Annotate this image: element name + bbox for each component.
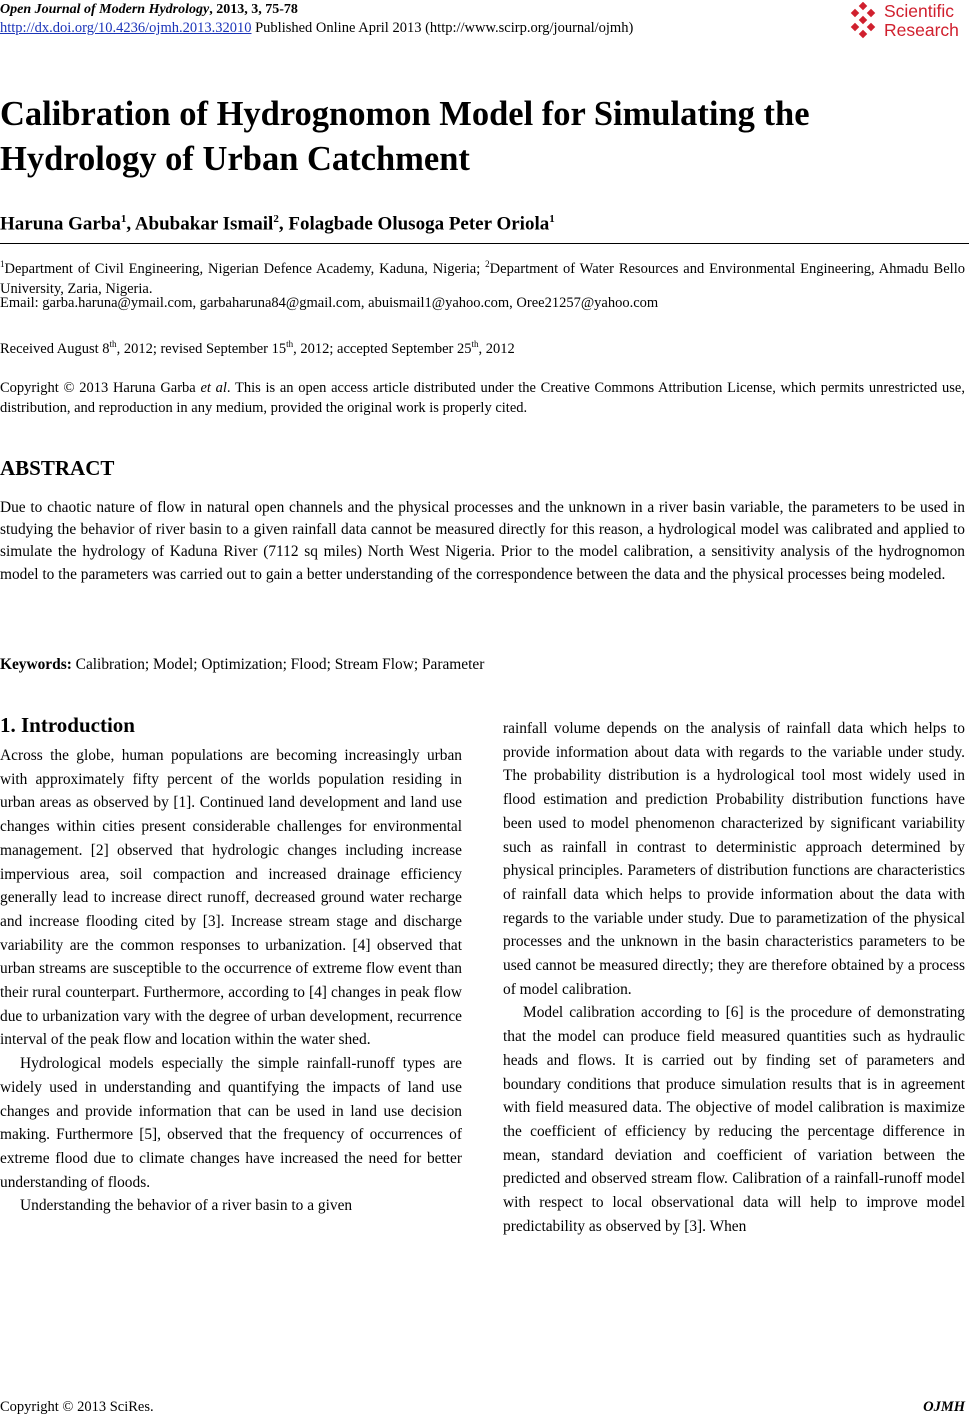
abstract-heading: ABSTRACT: [0, 456, 115, 480]
paragraph: Model calibration according to [6] is the procedure of demonstrating that the model can produce field measured quantities such as hydraulic heads and flows. It is carried out by finding set of parameters and boundary conditions that produce simulation results that is in agreement with field measured data. The objective of model calibration is maximize the coefficient of efficiency by reducing the percentage difference in mean, standard deviation and coefficient of variation between the predicted and observed stream flow. Calibration of a rainfall-runoff model with respect to local observational data will help to improve model predictability as observed by [3]. When: [503, 1004, 965, 1235]
affiliation-mark: 1: [0, 259, 5, 269]
doi-line: [0, 20, 633, 37]
footer-copyright: Copyright © 2013 SciRes.: [0, 1399, 154, 1415]
affiliation-2: Department of Water Resources and Environmental Engineering, Ahmadu Bello University, Zaria, Nigeria.: [0, 260, 965, 297]
author-list: [0, 213, 555, 235]
paragraph: Hydrological models especially the simple rainfall-runoff types are widely used in understanding and quantifying the impacts of land use changes and provide information that can be used in land use decision making. Furthermore [5], observed that the frequency of occurrences of extreme flood due to climate changes have increased the need for better understanding of floods.: [0, 1055, 462, 1191]
journal-volume: , 2013, 3, 75-78: [209, 2, 298, 17]
paragraph: rainfall volume depends on the analysis of rainfall data which helps to provide information about data with regards to the variable under study. The probability distribution is a hydrological tool most widely used in flood estimation and prediction Probability distribution functions have been used to model phenomenon characterized by significant variability such as rainfall in contrast to deterministic approach determined by physical principles. Parameters of distribution functions are characteristics of rainfall data which helps to provide information about the data with regards to the variable under study. Due to parametization of the physical processes and the unknown in the basin characteristics parameters to be used cannot be measured directly; they are therefore obtained by a process of model calibration.: [503, 720, 965, 998]
author-separator: ,: [126, 213, 135, 235]
et-al: et al: [200, 380, 227, 396]
affiliation-1: Department of Civil Engineering, Nigerian Defence Academy, Kaduna, Nigeria;: [4, 260, 486, 277]
author-name: Abubakar Ismail: [134, 213, 274, 235]
license-notice: [0, 378, 965, 418]
revised-date: , 2012; revised September 15: [116, 340, 287, 357]
email-line: Email: garba.haruna@ymail.com, garbaharuna84@gmail.com, abuismail1@yahoo.com, Oree21257@yahoo.com: [0, 295, 659, 311]
logo-text: [884, 2, 959, 40]
logo-mark-icon: [846, 2, 882, 42]
received-dates: [0, 339, 515, 358]
logo-line-2: Research: [884, 20, 959, 40]
paragraph: Across the globe, human populations are becoming increasingly urban with approximately fifty percent of the worlds population residing in urban areas as observed by [1]. Continued land development and land use changes within cities present considerable challenges for environmental management. [2] observed that hydrologic changes including increase impervious area, soil compaction and increased drainage efficiency generally lead to increase direct runoff, decreased ground water recharge and increase flooding cited by [3]. Increase stream stage and discharge variability are the common responses to urbanization. [4] observed that urban streams are susceptible to the occurrence of extreme flow event than their rural counterpart. Furthermore, according to [4] changes in peak flow due to urbanization vary with the degree of urban development, recurrence interval of the peak flow and location within the water shed.: [0, 747, 462, 1049]
affiliation-mark: 2: [485, 259, 490, 269]
ordinal-suffix: th: [109, 339, 117, 349]
affiliations: [0, 254, 965, 299]
paper-title: Calibration of Hydrognomon Model for Simulating the Hydrology of Urban Catchment: [0, 95, 810, 178]
scientific-research-logo: [846, 2, 969, 44]
keywords-label: Keywords:: [0, 656, 72, 673]
keywords-text: Calibration; Model; Optimization; Flood; Stream Flow; Parameter: [71, 656, 485, 673]
license-text: Copyright © 2013 Haruna Garba: [0, 380, 201, 396]
abstract-text: Due to chaotic nature of flow in natural open channels and the physical processes and the unknown in a river basin variable, the parameters to be used in studying the behavior of river basin to a given rainfall data cannot be measured directly for this reason, a hydrological model was calibrated and applied to simulate the hydrology of Kaduna River (7112 sq miles) North West Nigeria. Prior to the model calibration, a sensitivity analysis of the hydrognomon model to the parameters was carried out to gain a better understanding of the correspondence between the data and the physical processes being modeled.: [0, 499, 965, 583]
ordinal-suffix: th: [286, 339, 294, 349]
journal-citation: [0, 2, 298, 18]
body-column-left: [0, 744, 462, 1218]
paragraph: Understanding the behavior of a river basin to a given: [20, 1197, 353, 1215]
author-name: Folagbade Olusoga Peter Oriola: [288, 213, 550, 235]
keywords-line: [0, 656, 484, 674]
license-text-rest: . This is an open access article distributed under the Creative Commons Attribution License, which permits unrestricted use, distribution, and reproduction in any medium, provided the original work is properly cited.: [0, 380, 965, 416]
ordinal-suffix: th: [471, 339, 479, 349]
published-info: Published Online April 2013 (http://www.scirp.org/journal/ojmh): [251, 20, 634, 36]
author-affiliation-mark: 1: [549, 213, 555, 225]
journal-name: Open Journal of Modern Hydrology: [0, 2, 210, 17]
footer-journal-abbrev: OJMH: [923, 1399, 965, 1415]
logo-line-1: Scientific: [884, 1, 955, 21]
accepted-year: , 2012: [478, 340, 515, 357]
header-divider: [0, 243, 969, 244]
accepted-date: , 2012; accepted September 25: [293, 340, 472, 357]
author-separator: ,: [278, 213, 289, 235]
author-name: Haruna Garba: [0, 213, 121, 235]
author-affiliation-mark: 2: [273, 213, 279, 225]
author-affiliation-mark: 1: [120, 213, 127, 225]
doi-link[interactable]: http://dx.doi.org/10.4236/ojmh.2013.32010: [0, 20, 252, 36]
body-column-right: [503, 717, 965, 1238]
section-heading-introduction: 1. Introduction: [0, 713, 135, 737]
received-date: Received August 8: [0, 340, 110, 357]
